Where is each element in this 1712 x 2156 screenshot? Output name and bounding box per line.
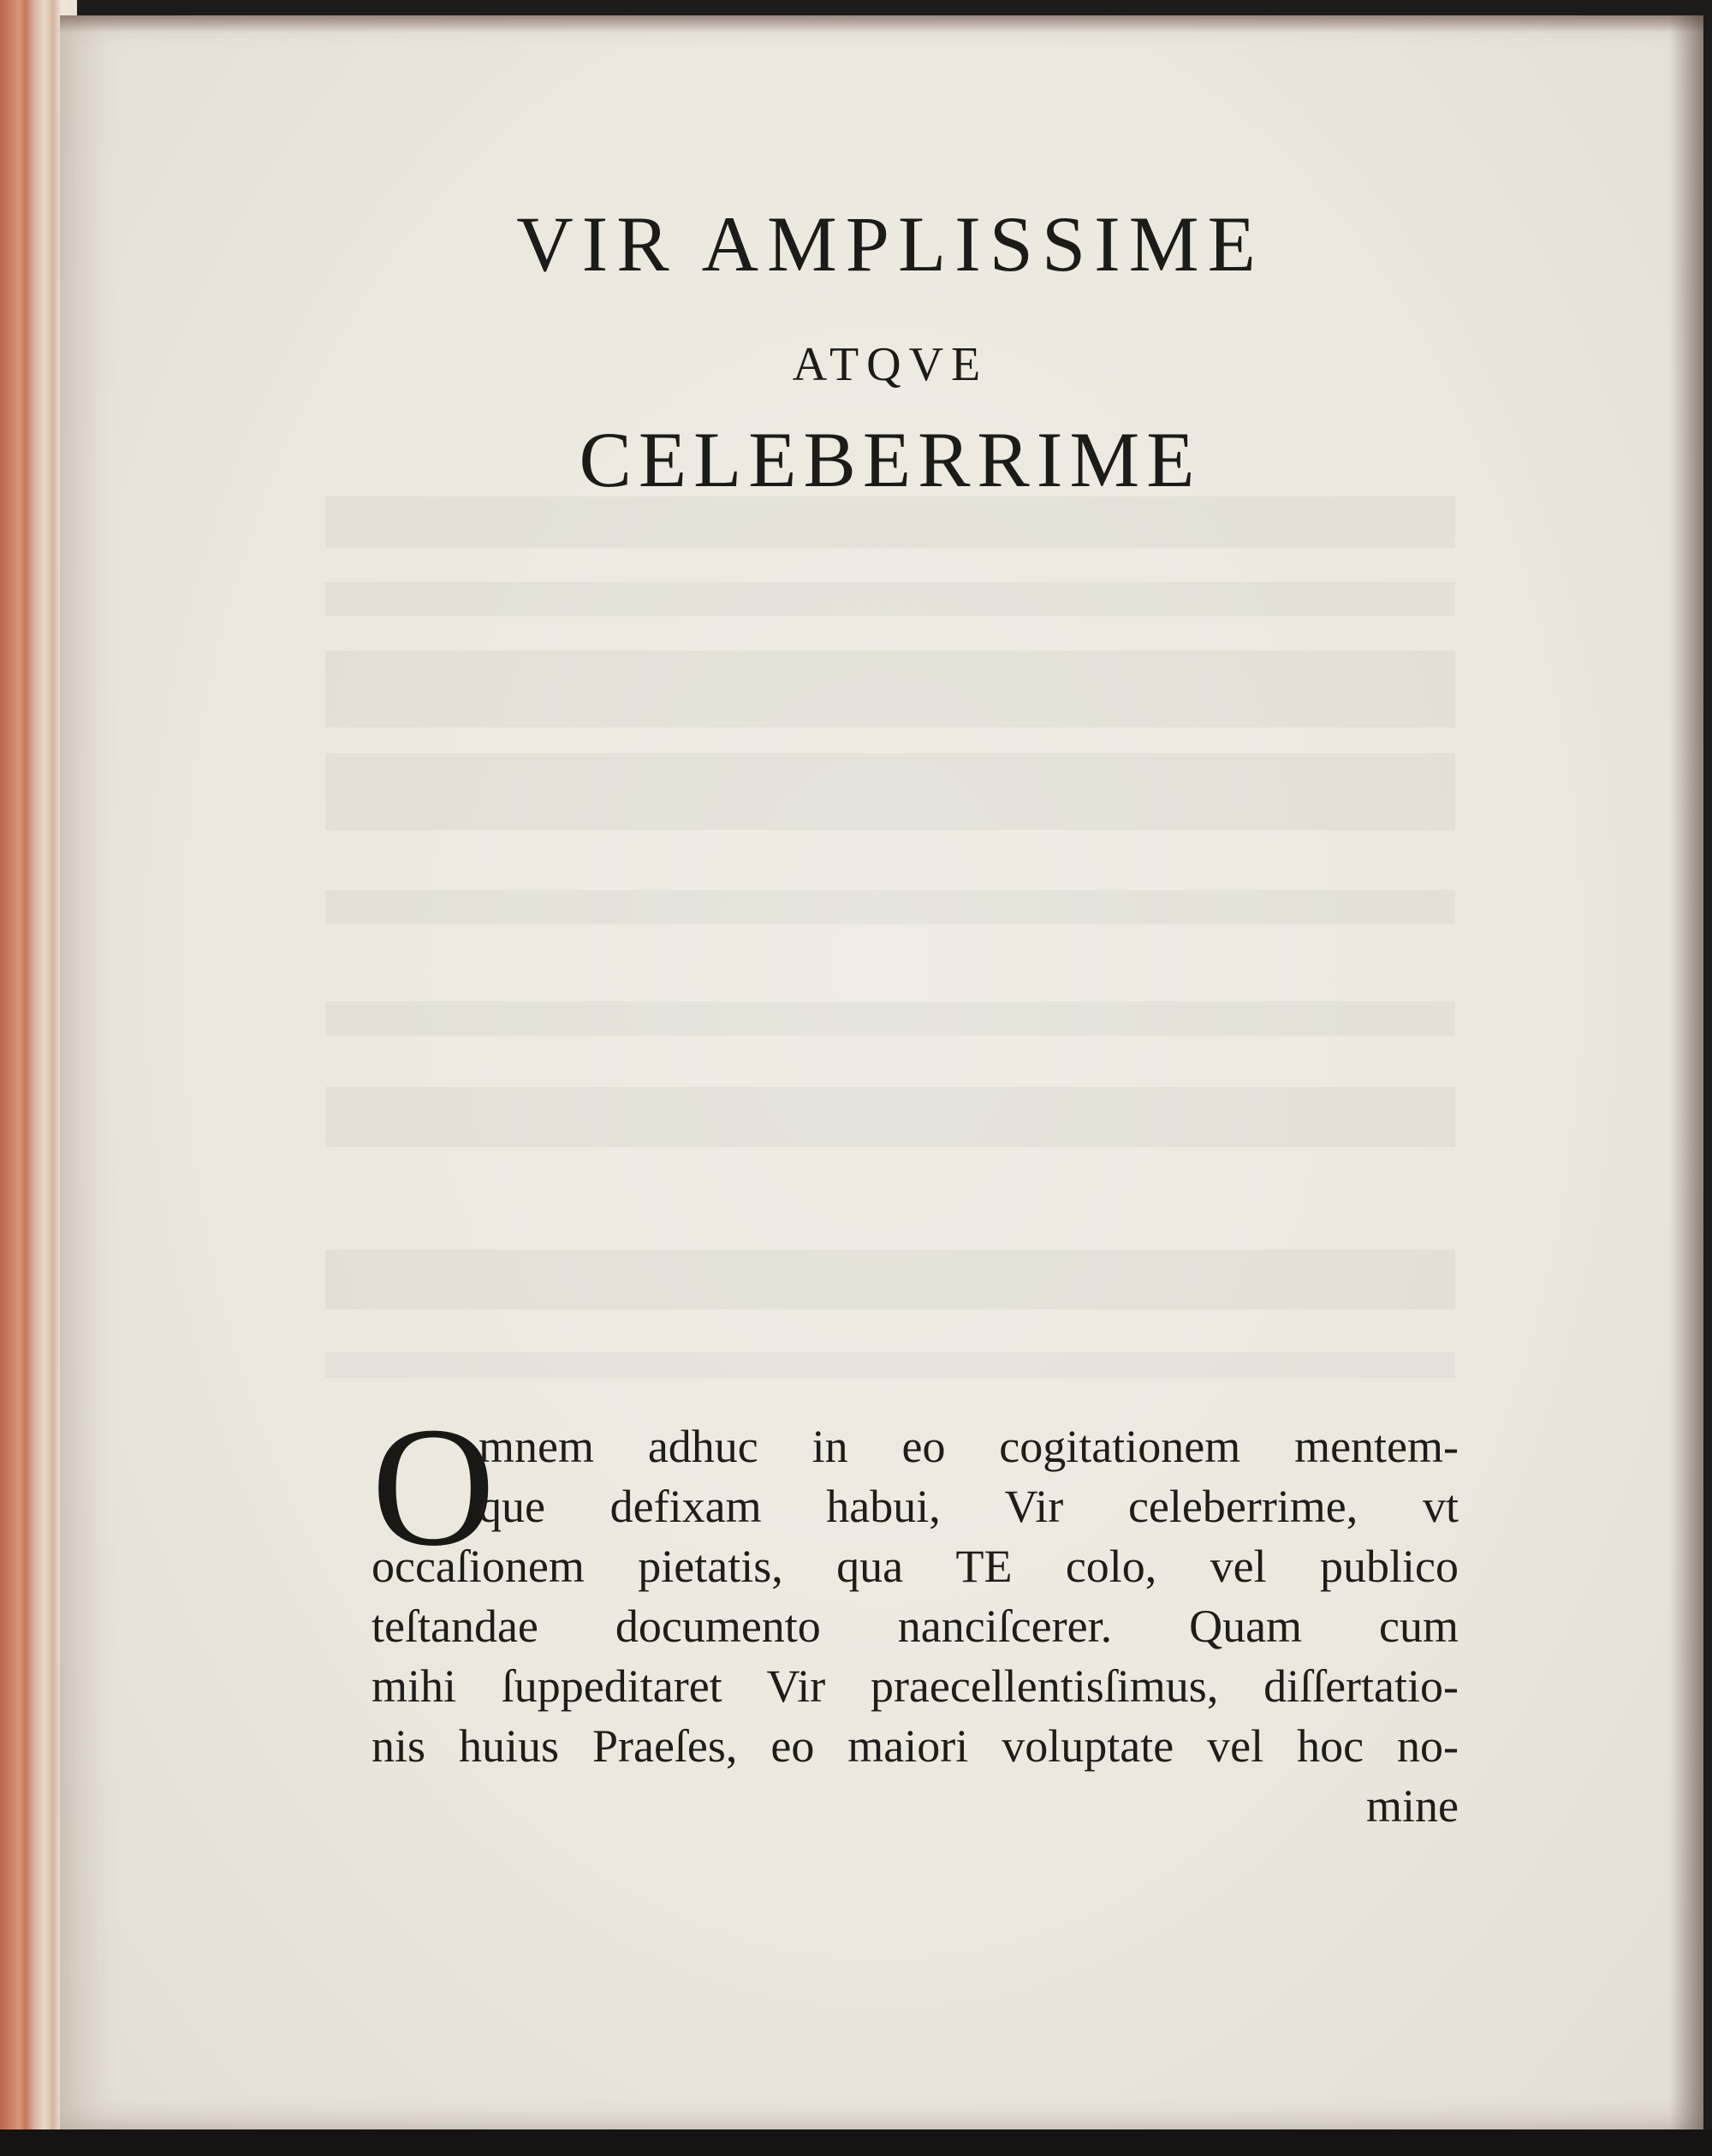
heading-line-3: CELEBERRIME: [579, 416, 1202, 503]
drop-cap: O: [372, 1393, 496, 1582]
body-line-3: occaſionem pietatis, qua TE colo, vel publico: [372, 1541, 1459, 1592]
heading-line-2: ATQVE: [792, 338, 989, 391]
heading-line-1: VIR AMPLISSIME: [516, 200, 1264, 288]
page-top-edge: [60, 15, 1703, 33]
body-line-1: mnem adhuc in eo cogitationem mentem-: [479, 1421, 1459, 1472]
body-line-4: teſtandae documento nanciſcerer. Quam cum: [372, 1601, 1459, 1652]
body-line-5: mihi ſuppeditaret Vir praecellentisſimus, diſſertatio-: [372, 1660, 1459, 1712]
catchword: mine: [1366, 1780, 1459, 1832]
body-line-6: nis huius Praeſes, eo maiori voluptate vel hoc no-: [372, 1720, 1459, 1772]
dedication-body: [372, 1417, 1459, 1836]
page-gutter-shadow: [1669, 15, 1703, 2129]
scan-bottom-border: [0, 2129, 1712, 2156]
body-line-2: que defixam habui, Vir celeberrime, vt: [479, 1481, 1459, 1532]
